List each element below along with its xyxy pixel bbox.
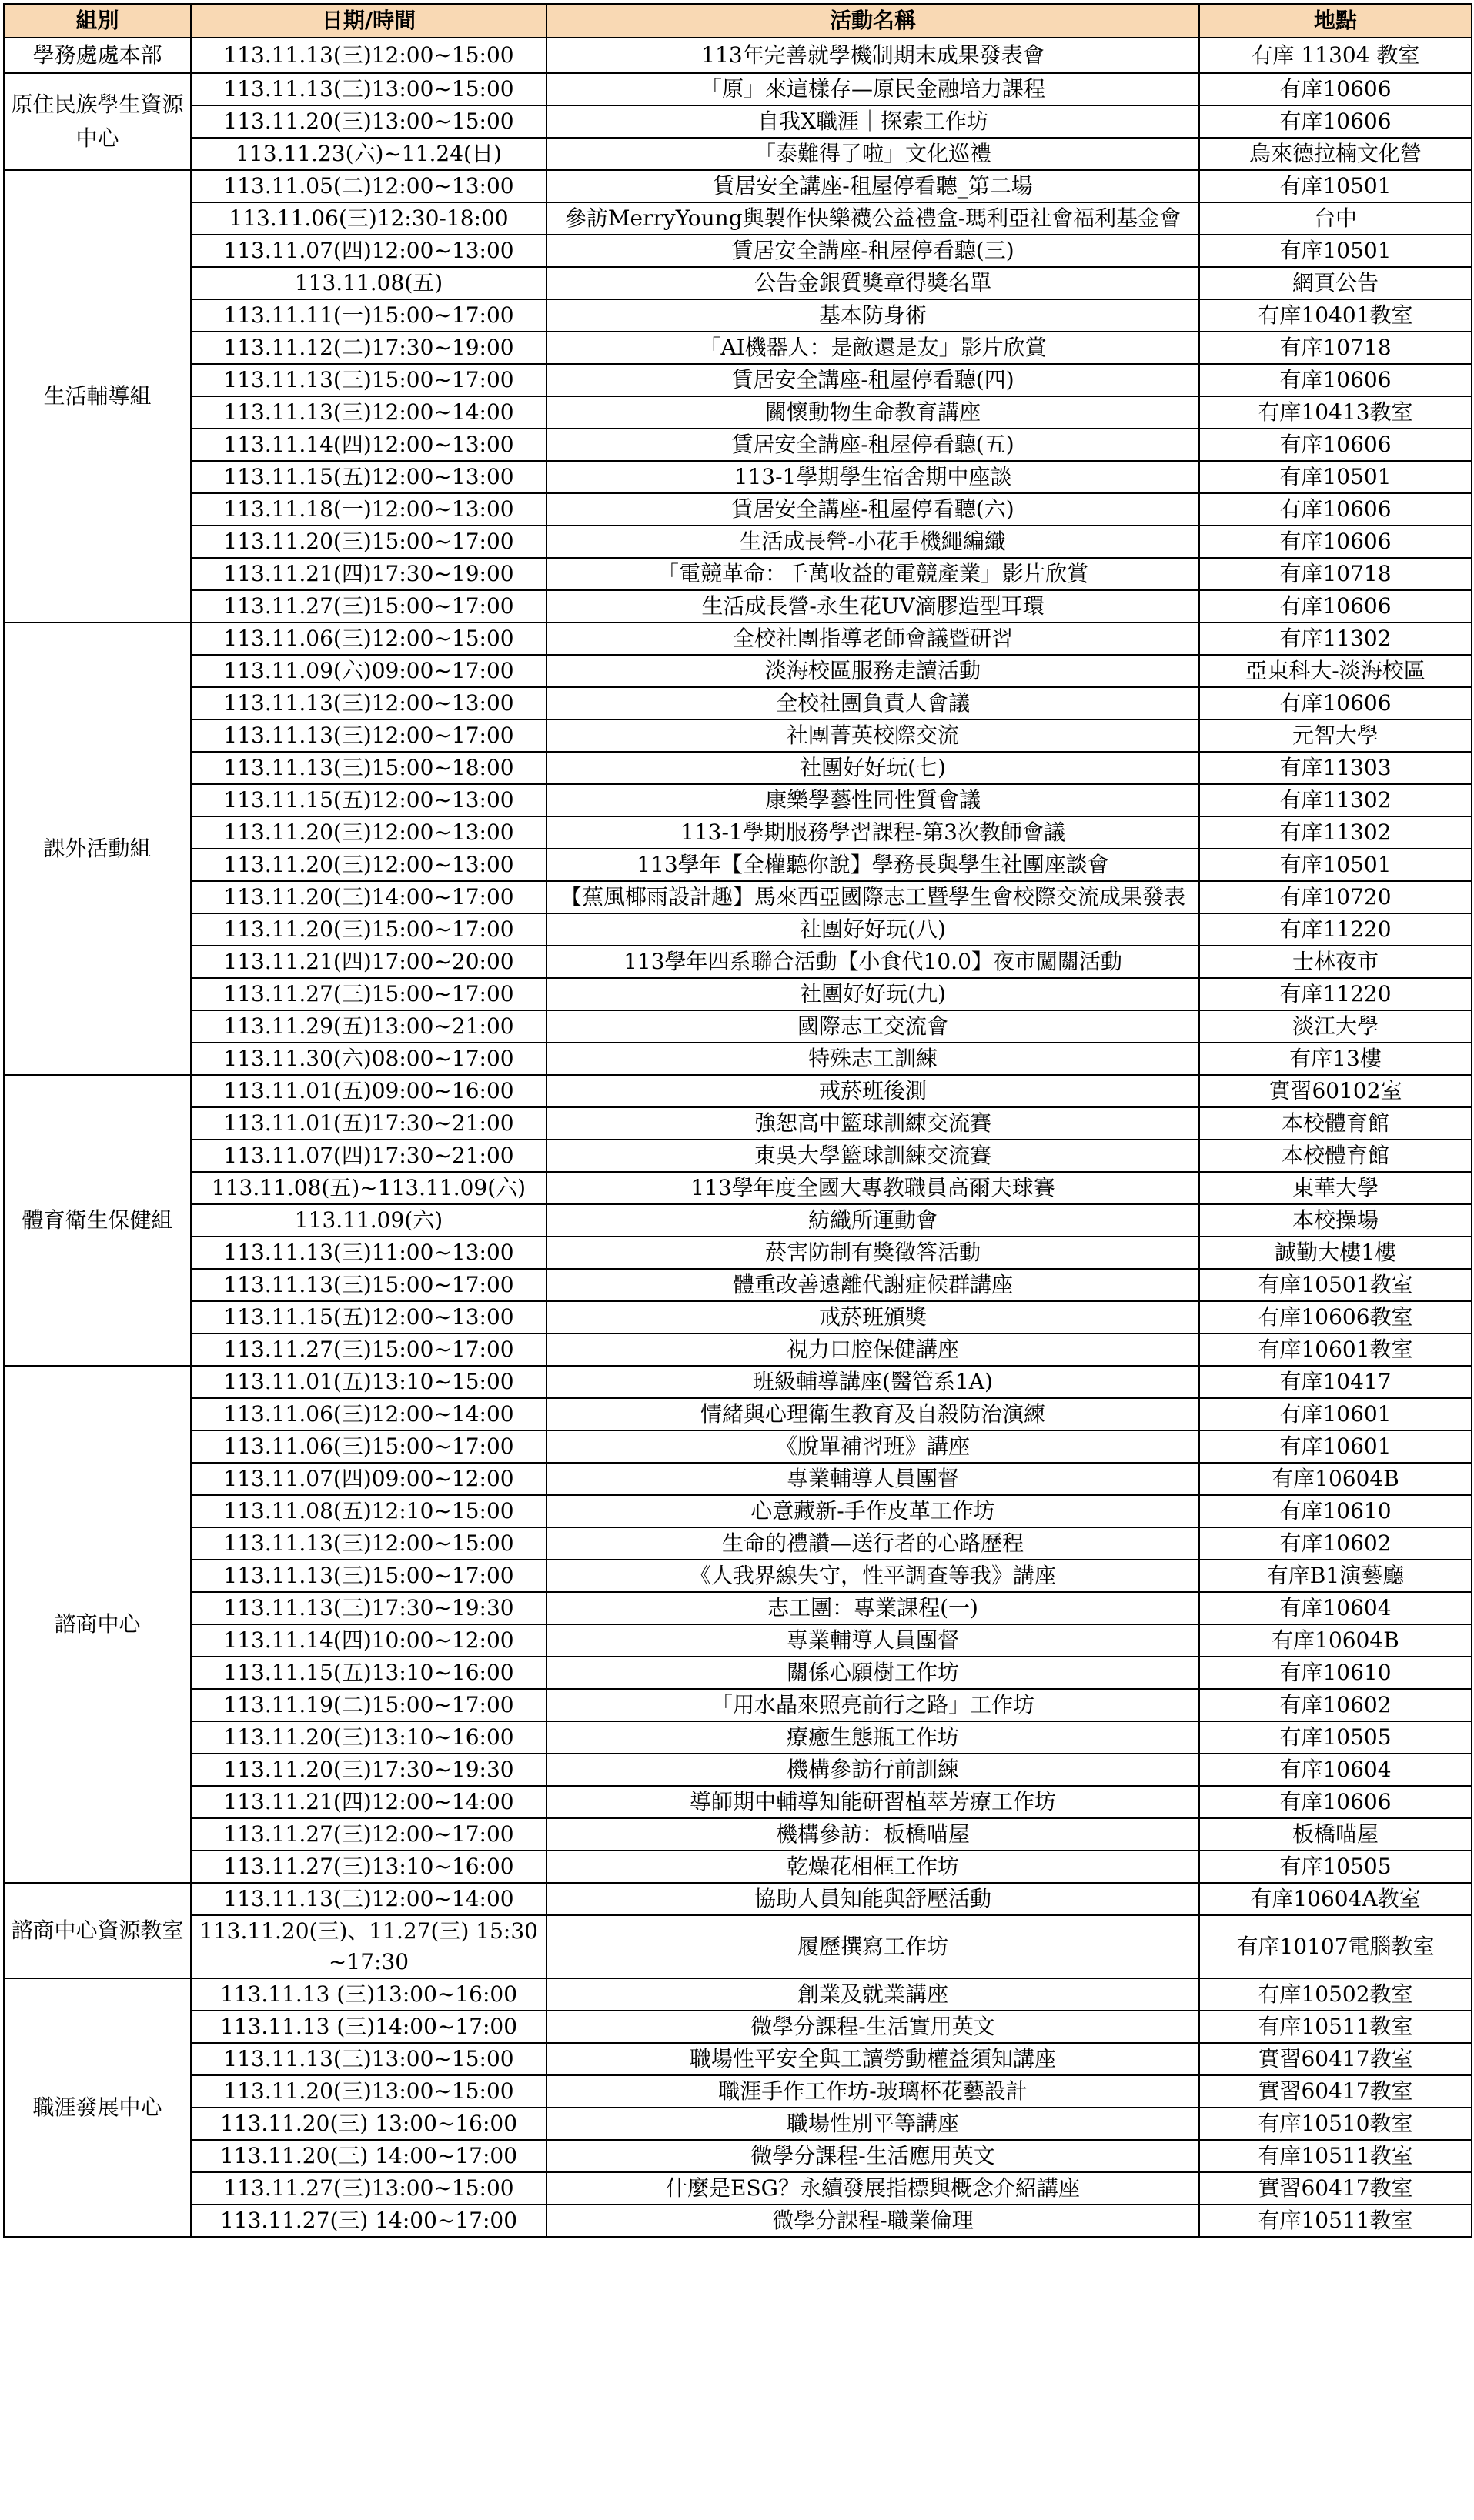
- activity-name-cell: 113學年四系聯合活動【小食代10.0】夜市闖關活動: [546, 946, 1199, 978]
- activity-name-cell: 微學分課程-生活應用英文: [546, 2140, 1199, 2172]
- table-row: [4, 429, 1472, 461]
- table-row: [4, 1107, 1472, 1140]
- datetime-cell: 113.11.13(三)12:00~13:00: [191, 687, 546, 719]
- group-name-cell: 職涯發展中心: [4, 1978, 191, 2237]
- location-cell: 有庠B1演藝廳: [1199, 1560, 1472, 1592]
- location-cell: 有庠10604A教室: [1199, 1883, 1472, 1915]
- location-cell: 有庠10501: [1199, 849, 1472, 881]
- table-row: [4, 235, 1472, 267]
- table-row: [4, 1657, 1472, 1689]
- datetime-cell: 113.11.05(二)12:00~13:00: [191, 170, 546, 202]
- table-row: [4, 1560, 1472, 1592]
- table-row: [4, 2011, 1472, 2043]
- location-cell: 有庠10610: [1199, 1495, 1472, 1527]
- table-row: [4, 816, 1472, 849]
- location-cell: 有庠10501: [1199, 170, 1472, 202]
- table-row: [4, 1043, 1472, 1075]
- table-row: [4, 1204, 1472, 1237]
- activity-name-cell: 「電競革命：千萬收益的電競產業」影片欣賞: [546, 558, 1199, 590]
- datetime-cell: 113.11.20(三)13:00~15:00: [191, 105, 546, 138]
- datetime-cell: 113.11.13(三)15:00~17:00: [191, 364, 546, 396]
- location-cell: 有庠11220: [1199, 913, 1472, 946]
- location-cell: 有庠10417: [1199, 1366, 1472, 1398]
- datetime-cell: 113.11.15(五)13:10~16:00: [191, 1657, 546, 1689]
- location-cell: 本校體育館: [1199, 1107, 1472, 1140]
- table-row: [4, 1366, 1472, 1398]
- location-cell: 淡江大學: [1199, 1010, 1472, 1043]
- datetime-cell: 113.11.06(三)12:00~15:00: [191, 622, 546, 655]
- datetime-cell: 113.11.27(三)13:00~15:00: [191, 2172, 546, 2205]
- datetime-cell: 113.11.20(三) 13:00~16:00: [191, 2108, 546, 2140]
- datetime-cell: 113.11.14(四)10:00~12:00: [191, 1624, 546, 1657]
- table-row: [4, 590, 1472, 622]
- table-body: [4, 38, 1472, 2237]
- datetime-cell: 113.11.13(三)13:00~15:00: [191, 2043, 546, 2075]
- location-cell: 有庠10501教室: [1199, 1269, 1472, 1301]
- datetime-cell: 113.11.20(三) 14:00~17:00: [191, 2140, 546, 2172]
- table-row: [4, 1495, 1472, 1527]
- datetime-cell: 113.11.27(三)15:00~17:00: [191, 590, 546, 622]
- header-location: 地點: [1199, 4, 1472, 38]
- location-cell: 實習60417教室: [1199, 2172, 1472, 2205]
- location-cell: 有庠10502教室: [1199, 1978, 1472, 2011]
- datetime-cell: 113.11.20(三)、11.27(三) 15:30~17:30: [191, 1915, 546, 1978]
- table-row: [4, 1237, 1472, 1269]
- datetime-cell: 113.11.13(三)15:00~17:00: [191, 1560, 546, 1592]
- table-row: [4, 202, 1472, 235]
- datetime-cell: 113.11.15(五)12:00~13:00: [191, 461, 546, 493]
- location-cell: 有庠10604: [1199, 1592, 1472, 1624]
- table-row: [4, 1689, 1472, 1721]
- activity-name-cell: 職場性別平等講座: [546, 2108, 1199, 2140]
- datetime-cell: 113.11.21(四)12:00~14:00: [191, 1786, 546, 1818]
- group-name-cell: 課外活動組: [4, 622, 191, 1075]
- activity-name-cell: 協助人員知能與舒壓活動: [546, 1883, 1199, 1915]
- datetime-cell: 113.11.27(三)15:00~17:00: [191, 1333, 546, 1366]
- location-cell: 有庠10718: [1199, 332, 1472, 364]
- location-cell: 東華大學: [1199, 1172, 1472, 1204]
- datetime-cell: 113.11.13 (三)13:00~16:00: [191, 1978, 546, 2011]
- table-row: [4, 1075, 1472, 1107]
- activity-name-cell: 《脫單補習班》講座: [546, 1430, 1199, 1463]
- activity-name-cell: 基本防身術: [546, 299, 1199, 332]
- datetime-cell: 113.11.07(四)17:30~21:00: [191, 1140, 546, 1172]
- location-cell: 有庠10606: [1199, 590, 1472, 622]
- datetime-cell: 113.11.19(二)15:00~17:00: [191, 1689, 546, 1721]
- datetime-cell: 113.11.13(三)11:00~13:00: [191, 1237, 546, 1269]
- table-row: [4, 396, 1472, 429]
- datetime-cell: 113.11.15(五)12:00~13:00: [191, 1301, 546, 1333]
- activity-name-cell: 賃居安全講座-租屋停看聽(三): [546, 235, 1199, 267]
- location-cell: 有庠11302: [1199, 816, 1472, 849]
- activity-name-cell: 113學年度全國大專教職員高爾夫球賽: [546, 1172, 1199, 1204]
- datetime-cell: 113.11.09(六): [191, 1204, 546, 1237]
- table-row: [4, 1754, 1472, 1786]
- datetime-cell: 113.11.13(三)12:00~17:00: [191, 719, 546, 752]
- activity-name-cell: 情緒與心理衛生教育及自殺防治演練: [546, 1398, 1199, 1430]
- activity-name-cell: 東吳大學籃球訓練交流賽: [546, 1140, 1199, 1172]
- location-cell: 有庠10604: [1199, 1754, 1472, 1786]
- activity-name-cell: 戒菸班後測: [546, 1075, 1199, 1107]
- location-cell: 實習60417教室: [1199, 2075, 1472, 2108]
- header-datetime: 日期/時間: [191, 4, 546, 38]
- group-name-cell: 學務處處本部: [4, 38, 191, 73]
- activity-name-cell: 戒菸班頒獎: [546, 1301, 1199, 1333]
- activity-name-cell: 國際志工交流會: [546, 1010, 1199, 1043]
- location-cell: 有庠10505: [1199, 1721, 1472, 1754]
- activity-name-cell: 視力口腔保健講座: [546, 1333, 1199, 1366]
- group-name-cell: 體育衛生保健組: [4, 1075, 191, 1366]
- datetime-cell: 113.11.06(三)12:00~14:00: [191, 1398, 546, 1430]
- datetime-cell: 113.11.13(三)15:00~18:00: [191, 752, 546, 784]
- datetime-cell: 113.11.14(四)12:00~13:00: [191, 429, 546, 461]
- activity-name-cell: 【蕉風椰雨設計趣】馬來西亞國際志工暨學生會校際交流成果發表: [546, 881, 1199, 913]
- location-cell: 有庠11302: [1199, 622, 1472, 655]
- group-name-cell: 諮商中心資源教室: [4, 1883, 191, 1978]
- location-cell: 有庠13樓: [1199, 1043, 1472, 1075]
- location-cell: 有庠10606: [1199, 429, 1472, 461]
- activity-name-cell: 職涯手作工作坊-玻璃杯花藝設計: [546, 2075, 1199, 2108]
- activity-name-cell: 賃居安全講座-租屋停看聽(六): [546, 493, 1199, 526]
- location-cell: 士林夜市: [1199, 946, 1472, 978]
- location-cell: 有庠10606: [1199, 687, 1472, 719]
- table-row: [4, 170, 1472, 202]
- activity-name-cell: 《人我界線失守，性平調查等我》講座: [546, 1560, 1199, 1592]
- table-row: [4, 526, 1472, 558]
- datetime-cell: 113.11.13(三)12:00~14:00: [191, 1883, 546, 1915]
- activity-name-cell: 賃居安全講座-租屋停看聽(五): [546, 429, 1199, 461]
- datetime-cell: 113.11.30(六)08:00~17:00: [191, 1043, 546, 1075]
- datetime-cell: 113.11.01(五)09:00~16:00: [191, 1075, 546, 1107]
- location-cell: 有庠10601: [1199, 1398, 1472, 1430]
- location-cell: 有庠10511教室: [1199, 2011, 1472, 2043]
- activity-name-cell: 關懷動物生命教育講座: [546, 396, 1199, 429]
- table-row: [4, 2140, 1472, 2172]
- table-row: [4, 1978, 1472, 2011]
- activity-name-cell: 社團菁英校際交流: [546, 719, 1199, 752]
- table-row: [4, 138, 1472, 170]
- datetime-cell: 113.11.21(四)17:00~20:00: [191, 946, 546, 978]
- datetime-cell: 113.11.13(三)12:00~14:00: [191, 396, 546, 429]
- datetime-cell: 113.11.20(三)15:00~17:00: [191, 913, 546, 946]
- table-row: [4, 1333, 1472, 1366]
- datetime-cell: 113.11.18(一)12:00~13:00: [191, 493, 546, 526]
- activity-name-cell: 創業及就業講座: [546, 1978, 1199, 2011]
- activity-name-cell: 康樂學藝性同性質會議: [546, 784, 1199, 816]
- location-cell: 有庠10718: [1199, 558, 1472, 590]
- activity-schedule-table: [3, 3, 1472, 2238]
- datetime-cell: 113.11.06(三)12:30-18:00: [191, 202, 546, 235]
- activity-name-cell: 特殊志工訓練: [546, 1043, 1199, 1075]
- table-row: [4, 1786, 1472, 1818]
- location-cell: 有庠10610: [1199, 1657, 1472, 1689]
- location-cell: 元智大學: [1199, 719, 1472, 752]
- activity-name-cell: 賃居安全講座-租屋停看聽_第二場: [546, 170, 1199, 202]
- location-cell: 有庠10401教室: [1199, 299, 1472, 332]
- table-row: [4, 1883, 1472, 1915]
- activity-name-cell: 113-1學期學生宿舍期中座談: [546, 461, 1199, 493]
- location-cell: 有庠10601教室: [1199, 1333, 1472, 1366]
- activity-name-cell: 淡海校區服務走讀活動: [546, 655, 1199, 687]
- activity-name-cell: 全校社團指導老師會議暨研習: [546, 622, 1199, 655]
- location-cell: 有庠10601: [1199, 1430, 1472, 1463]
- location-cell: 有庠10602: [1199, 1689, 1472, 1721]
- location-cell: 網頁公告: [1199, 267, 1472, 299]
- activity-name-cell: 什麼是ESG？永續發展指標與概念介紹講座: [546, 2172, 1199, 2205]
- activity-name-cell: 自我X職涯｜探索工作坊: [546, 105, 1199, 138]
- datetime-cell: 113.11.13(三)12:00~15:00: [191, 1527, 546, 1560]
- location-cell: 有庠10511教室: [1199, 2205, 1472, 2237]
- table-row: [4, 493, 1472, 526]
- datetime-cell: 113.11.27(三) 14:00~17:00: [191, 2205, 546, 2237]
- datetime-cell: 113.11.11(一)15:00~17:00: [191, 299, 546, 332]
- location-cell: 台中: [1199, 202, 1472, 235]
- activity-name-cell: 關係心願樹工作坊: [546, 1657, 1199, 1689]
- activity-name-cell: 社團好好玩(七): [546, 752, 1199, 784]
- group-name-cell: 原住民族學生資源中心: [4, 73, 191, 170]
- activity-name-cell: 療癒生態瓶工作坊: [546, 1721, 1199, 1754]
- table-row: [4, 622, 1472, 655]
- location-cell: 有庠10720: [1199, 881, 1472, 913]
- table-row: [4, 1172, 1472, 1204]
- location-cell: 有庠10413教室: [1199, 396, 1472, 429]
- activity-name-cell: 113年完善就學機制期末成果發表會: [546, 38, 1199, 73]
- location-cell: 實習60417教室: [1199, 2043, 1472, 2075]
- header-group: 組別: [4, 4, 191, 38]
- table-row: [4, 1463, 1472, 1495]
- datetime-cell: 113.11.23(六)~11.24(日): [191, 138, 546, 170]
- table-row: [4, 1140, 1472, 1172]
- table-row: [4, 73, 1472, 105]
- activity-name-cell: 微學分課程-生活實用英文: [546, 2011, 1199, 2043]
- datetime-cell: 113.11.20(三)14:00~17:00: [191, 881, 546, 913]
- location-cell: 有庠 11304 教室: [1199, 38, 1472, 73]
- table-row: [4, 687, 1472, 719]
- datetime-cell: 113.11.20(三)15:00~17:00: [191, 526, 546, 558]
- datetime-cell: 113.11.20(三)12:00~13:00: [191, 849, 546, 881]
- group-name-cell: 生活輔導組: [4, 170, 191, 622]
- datetime-cell: 113.11.20(三)12:00~13:00: [191, 816, 546, 849]
- header-row: [4, 4, 1472, 38]
- location-cell: 有庠10501: [1199, 461, 1472, 493]
- location-cell: 本校操場: [1199, 1204, 1472, 1237]
- activity-name-cell: 履歷撰寫工作坊: [546, 1915, 1199, 1978]
- activity-name-cell: 心意藏新-手作皮革工作坊: [546, 1495, 1199, 1527]
- activity-name-cell: 全校社團負責人會議: [546, 687, 1199, 719]
- location-cell: 有庠10510教室: [1199, 2108, 1472, 2140]
- location-cell: 有庠11220: [1199, 978, 1472, 1010]
- table-row: [4, 719, 1472, 752]
- activity-name-cell: 機構參訪行前訓練: [546, 1754, 1199, 1786]
- table-row: [4, 1721, 1472, 1754]
- table-row: [4, 1527, 1472, 1560]
- activity-name-cell: 「泰難得了啦」文化巡禮: [546, 138, 1199, 170]
- datetime-cell: 113.11.15(五)12:00~13:00: [191, 784, 546, 816]
- location-cell: 有庠11303: [1199, 752, 1472, 784]
- datetime-cell: 113.11.01(五)13:10~15:00: [191, 1366, 546, 1398]
- activity-name-cell: 社團好好玩(八): [546, 913, 1199, 946]
- table-row: [4, 1301, 1472, 1333]
- table-row: [4, 2075, 1472, 2108]
- location-cell: 有庠10606: [1199, 364, 1472, 396]
- table-row: [4, 752, 1472, 784]
- table-row: [4, 1818, 1472, 1851]
- datetime-cell: 113.11.13(三)15:00~17:00: [191, 1269, 546, 1301]
- activity-name-cell: 機構參訪：板橋喵屋: [546, 1818, 1199, 1851]
- table-row: [4, 1430, 1472, 1463]
- datetime-cell: 113.11.20(三)17:30~19:30: [191, 1754, 546, 1786]
- location-cell: 有庠10606: [1199, 526, 1472, 558]
- activity-name-cell: 113-1學期服務學習課程-第3次教師會議: [546, 816, 1199, 849]
- location-cell: 有庠10606: [1199, 1786, 1472, 1818]
- table-row: [4, 1851, 1472, 1883]
- activity-name-cell: 乾燥花相框工作坊: [546, 1851, 1199, 1883]
- datetime-cell: 113.11.08(五)12:10~15:00: [191, 1495, 546, 1527]
- location-cell: 有庠10606: [1199, 73, 1472, 105]
- activity-name-cell: 強恕高中籃球訓練交流賽: [546, 1107, 1199, 1140]
- datetime-cell: 113.11.21(四)17:30~19:00: [191, 558, 546, 590]
- activity-name-cell: 體重改善遠離代謝症候群講座: [546, 1269, 1199, 1301]
- table-row: [4, 299, 1472, 332]
- table-row: [4, 364, 1472, 396]
- location-cell: 烏來德拉楠文化營: [1199, 138, 1472, 170]
- datetime-cell: 113.11.07(四)09:00~12:00: [191, 1463, 546, 1495]
- location-cell: 實習60102室: [1199, 1075, 1472, 1107]
- activity-name-cell: 微學分課程-職業倫理: [546, 2205, 1199, 2237]
- activity-name-cell: 社團好好玩(九): [546, 978, 1199, 1010]
- table-row: [4, 655, 1472, 687]
- activity-name-cell: 職場性平安全與工讀勞動權益須知講座: [546, 2043, 1199, 2075]
- table-row: [4, 978, 1472, 1010]
- location-cell: 亞東科大-淡海校區: [1199, 655, 1472, 687]
- location-cell: 有庠10107電腦教室: [1199, 1915, 1472, 1978]
- activity-name-cell: 賃居安全講座-租屋停看聽(四): [546, 364, 1199, 396]
- table-row: [4, 2205, 1472, 2237]
- location-cell: 有庠10606: [1199, 493, 1472, 526]
- table-row: [4, 332, 1472, 364]
- table-row: [4, 558, 1472, 590]
- table-row: [4, 849, 1472, 881]
- table-row: [4, 267, 1472, 299]
- activity-name-cell: 「用水晶來照亮前行之路」工作坊: [546, 1689, 1199, 1721]
- datetime-cell: 113.11.06(三)15:00~17:00: [191, 1430, 546, 1463]
- datetime-cell: 113.11.20(三)13:00~15:00: [191, 2075, 546, 2108]
- location-cell: 有庠10604B: [1199, 1624, 1472, 1657]
- activity-name-cell: 紡織所運動會: [546, 1204, 1199, 1237]
- activity-name-cell: 生活成長營-永生花UV滴膠造型耳環: [546, 590, 1199, 622]
- group-name-cell: 諮商中心: [4, 1366, 191, 1883]
- activity-name-cell: 生命的禮讚—送行者的心路歷程: [546, 1527, 1199, 1560]
- datetime-cell: 113.11.13 (三)14:00~17:00: [191, 2011, 546, 2043]
- location-cell: 有庠10604B: [1199, 1463, 1472, 1495]
- activity-name-cell: 班級輔導講座(醫管系1A): [546, 1366, 1199, 1398]
- table-row: [4, 38, 1472, 73]
- datetime-cell: 113.11.13(三)13:00~15:00: [191, 73, 546, 105]
- activity-name-cell: 專業輔導人員團督: [546, 1463, 1199, 1495]
- activity-name-cell: 導師期中輔導知能研習植萃芳療工作坊: [546, 1786, 1199, 1818]
- datetime-cell: 113.11.01(五)17:30~21:00: [191, 1107, 546, 1140]
- location-cell: 有庠10501: [1199, 235, 1472, 267]
- datetime-cell: 113.11.12(二)17:30~19:00: [191, 332, 546, 364]
- activity-name-cell: 「原」來這樣存—原民金融培力課程: [546, 73, 1199, 105]
- table-row: [4, 1915, 1472, 1978]
- table-row: [4, 1592, 1472, 1624]
- activity-name-cell: 參訪MerryYoung與製作快樂襪公益禮盒-瑪利亞社會福利基金會: [546, 202, 1199, 235]
- table-row: [4, 946, 1472, 978]
- table-row: [4, 784, 1472, 816]
- activity-name-cell: 113學年【全權聽你說】學務長與學生社團座談會: [546, 849, 1199, 881]
- datetime-cell: 113.11.27(三)12:00~17:00: [191, 1818, 546, 1851]
- activity-name-cell: 專業輔導人員團督: [546, 1624, 1199, 1657]
- location-cell: 有庠11302: [1199, 784, 1472, 816]
- table-row: [4, 1398, 1472, 1430]
- table-row: [4, 2108, 1472, 2140]
- location-cell: 有庠10606: [1199, 105, 1472, 138]
- table-row: [4, 1010, 1472, 1043]
- datetime-cell: 113.11.09(六)09:00~17:00: [191, 655, 546, 687]
- table-row: [4, 105, 1472, 138]
- location-cell: 板橋喵屋: [1199, 1818, 1472, 1851]
- datetime-cell: 113.11.07(四)12:00~13:00: [191, 235, 546, 267]
- table-row: [4, 2043, 1472, 2075]
- datetime-cell: 113.11.08(五): [191, 267, 546, 299]
- location-cell: 本校體育館: [1199, 1140, 1472, 1172]
- datetime-cell: 113.11.13(三)12:00~15:00: [191, 38, 546, 73]
- datetime-cell: 113.11.29(五)13:00~21:00: [191, 1010, 546, 1043]
- table-row: [4, 881, 1472, 913]
- table-row: [4, 2172, 1472, 2205]
- datetime-cell: 113.11.08(五)~113.11.09(六): [191, 1172, 546, 1204]
- datetime-cell: 113.11.27(三)15:00~17:00: [191, 978, 546, 1010]
- location-cell: 有庠10606教室: [1199, 1301, 1472, 1333]
- location-cell: 誠勤大樓1樓: [1199, 1237, 1472, 1269]
- activity-name-cell: 志工團：專業課程(一): [546, 1592, 1199, 1624]
- location-cell: 有庠10511教室: [1199, 2140, 1472, 2172]
- datetime-cell: 113.11.20(三)13:10~16:00: [191, 1721, 546, 1754]
- location-cell: 有庠10505: [1199, 1851, 1472, 1883]
- location-cell: 有庠10602: [1199, 1527, 1472, 1560]
- table-row: [4, 913, 1472, 946]
- table-row: [4, 1624, 1472, 1657]
- datetime-cell: 113.11.13(三)17:30~19:30: [191, 1592, 546, 1624]
- activity-name-cell: 生活成長營-小花手機繩編織: [546, 526, 1199, 558]
- table-row: [4, 461, 1472, 493]
- datetime-cell: 113.11.27(三)13:10~16:00: [191, 1851, 546, 1883]
- activity-name-cell: 「AI機器人：是敵還是友」影片欣賞: [546, 332, 1199, 364]
- table-row: [4, 1269, 1472, 1301]
- header-activity: 活動名稱: [546, 4, 1199, 38]
- activity-name-cell: 公告金銀質獎章得獎名單: [546, 267, 1199, 299]
- activity-name-cell: 菸害防制有獎徵答活動: [546, 1237, 1199, 1269]
